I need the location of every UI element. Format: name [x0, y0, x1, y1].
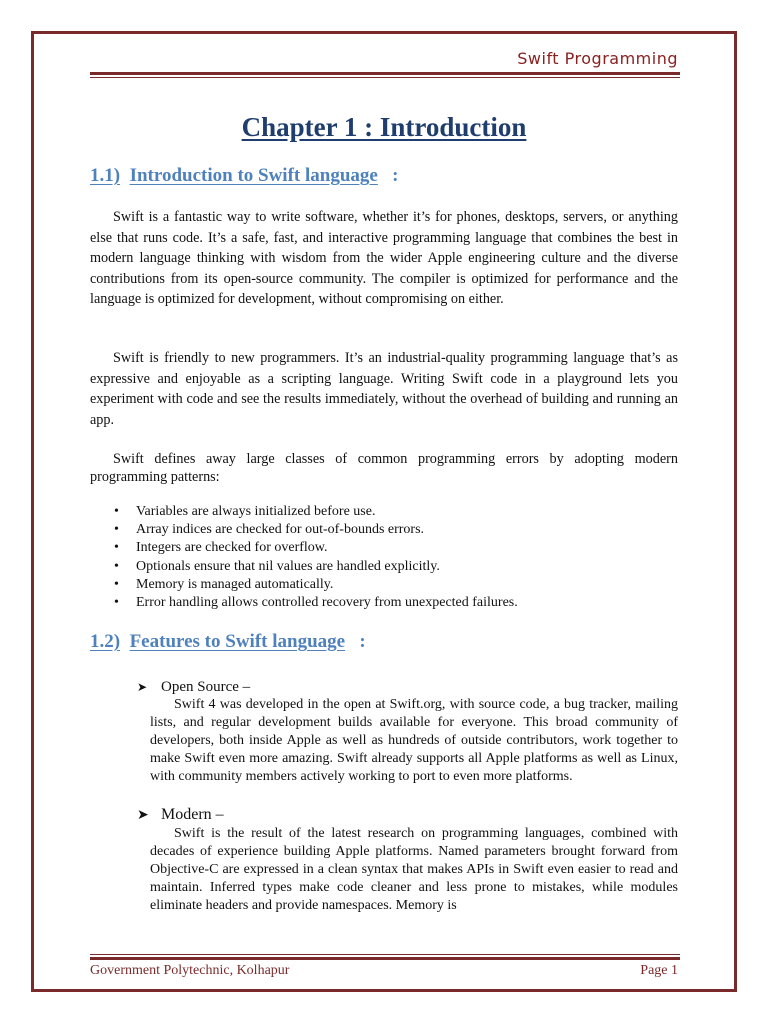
bullet-list: [90, 503, 678, 612]
list-item: • Variables are always initialized before use.: [90, 503, 678, 521]
footer-rule-thick: [90, 957, 680, 960]
section-number: 1.2): [90, 631, 121, 652]
section-number: 1.1): [90, 165, 121, 186]
chapter-title: Chapter 1 : Introduction: [241, 112, 527, 142]
paragraph: Swift defines away large classes of common programming errors by adopting modern programming patterns:: [90, 451, 678, 485]
arrow-bullet-icon: ➤: [137, 680, 148, 694]
list-item: • Error handling allows controlled recovery from unexpected failures.: [90, 594, 678, 612]
list-item: • Optionals ensure that nil values are handled explicitly.: [90, 558, 678, 576]
feature-title: ➤ Open Source –: [137, 679, 251, 695]
paragraph: Swift is a fantastic way to write software, whether it’s for phones, desktops, servers, or anything else that runs code. It’s a safe, fast, and interactive programming language that combines the best in modern language thinking with wisdom from the wider Apple engineering culture and the diverse contributions from its open-source community. The compiler is optimized for performance and the language is optimized for development, without compromising on either.: [90, 209, 678, 308]
header-rule-thick: [90, 72, 680, 75]
feature-text: Swift is the result of the latest research on programming languages, combined with decades of experience building Apple platforms. Named parameters brought forward from Objective-C are expressed in a clean syntax that makes APIs in Swift even easier to read and maintain. Inferred types make code cleaner and less prone to mistakes, while modules eliminate headers and provide namespaces. Memory is: [150, 826, 678, 913]
section-heading-1-2: 1.2) Features to Swift language :: [90, 631, 366, 652]
section-title: Features to Swift language: [129, 631, 346, 652]
footer-rule-thin: [90, 954, 680, 955]
list-item: • Integers are checked for overflow.: [90, 539, 678, 557]
footer-institution: Government Polytechnic, Kolhapur: [90, 963, 290, 978]
running-header: Swift Programming: [517, 49, 678, 68]
section-title: Introduction to Swift language: [129, 165, 378, 186]
page-number: Page 1: [640, 963, 678, 978]
feature-title: ➤ Modern –: [137, 806, 224, 823]
arrow-bullet-icon: ➤: [137, 808, 149, 823]
paragraph: Swift is friendly to new programmers. It’s an industrial-quality programming language that’s as expressive and enjoyable as a scripting language. Writing Swift code in a playground lets you experiment with code and see the results immediately, without the overhead of building and running an app.: [90, 350, 678, 428]
section-heading-1-1: 1.1) Introduction to Swift language :: [90, 165, 399, 186]
feature-text: Swift 4 was developed in the open at Swift.org, with source code, a bug tracker, mailing lists, and regular development builds available for everyone. This broad community of developers, both inside Apple as well as hundreds of outside contributors, work together to make Swift even more amazing. Swift already supports all Apple platforms as well as Linux, with community members actively working to port to even more platforms.: [150, 697, 678, 784]
list-item: • Memory is managed automatically.: [90, 576, 678, 594]
list-item: • Array indices are checked for out-of-bounds errors.: [90, 521, 678, 539]
header-rule-thin: [90, 77, 680, 78]
